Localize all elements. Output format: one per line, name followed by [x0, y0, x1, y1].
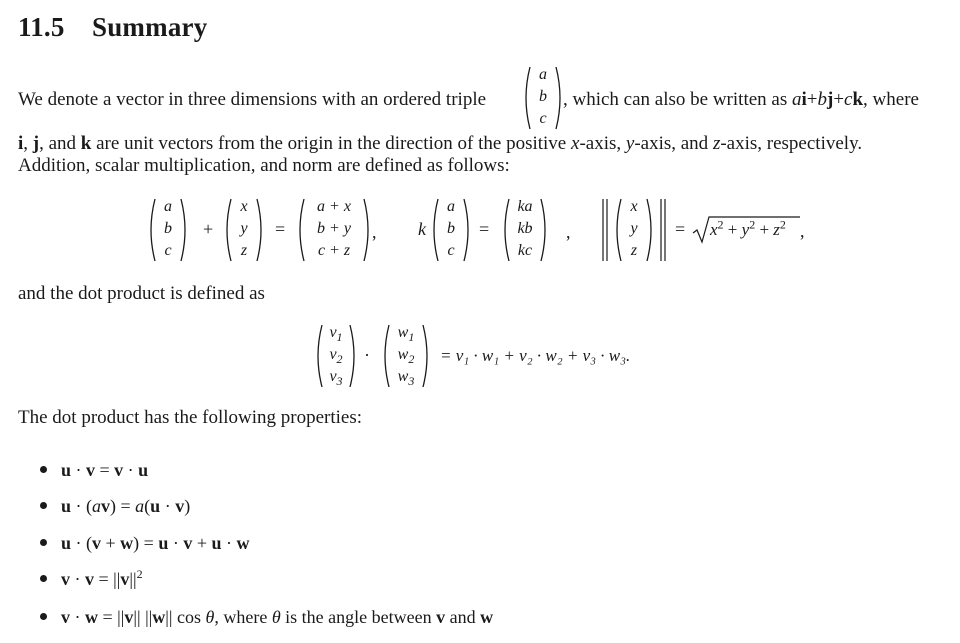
norm-vector — [612, 196, 656, 264]
scalar-vector — [429, 196, 473, 264]
property-distributive: u · (v + w) = u · v + u · w — [40, 528, 250, 558]
ijk-expression: ai+bj+ck — [791, 89, 864, 110]
dot-v-vector — [313, 322, 359, 390]
scalar-vec-3: c — [447, 242, 455, 259]
bullet-icon — [40, 539, 47, 546]
addition-left-vector — [146, 196, 190, 264]
addition-right-vector — [222, 196, 266, 264]
dot-rhs: = v₁ · w₁ + v₂ · w₂ + v₃ · w₃. — [440, 346, 631, 365]
intro-line-1-start: We denote a vector in three dimensions with an ordered triple — [18, 89, 487, 110]
norm-vec-2: y — [630, 220, 638, 237]
scalar-result-1: ka — [517, 198, 533, 215]
dot-w-2: $w_2$ — [397, 346, 415, 367]
scalar-k: k — [418, 219, 426, 239]
addition-equals: = — [275, 219, 286, 239]
property-norm-square: $v \cdot v = ||v||^2$ — [40, 564, 143, 594]
scalar-comma: , — [566, 222, 571, 242]
scalar-result-vector — [500, 196, 550, 264]
scalar-vec-1: a — [447, 198, 455, 215]
scalar-result-3: kc — [517, 242, 533, 259]
dot-v-1: $v_1$ — [329, 324, 343, 345]
addition-comma: , — [372, 222, 377, 242]
addition-plus: + — [203, 219, 214, 239]
dot-w-1: $w_1$ — [397, 324, 415, 345]
dot-v-3: $v_3$ — [329, 368, 343, 389]
section-title: Summary — [92, 12, 208, 42]
property-commutative: u · v = v · u — [40, 455, 148, 485]
property-cosine: v · w = ||v|| ||w|| cos θ, where θ is the angle between v and w — [40, 602, 493, 632]
add-left-3: c — [164, 242, 172, 259]
add-right-2: y — [240, 220, 248, 237]
add-result-2: b + y — [317, 220, 351, 237]
triple-entry-2: b — [539, 88, 547, 105]
dot-w-vector — [380, 322, 432, 390]
norm-vec-3: z — [630, 242, 638, 259]
bullet-icon — [40, 466, 47, 473]
properties-intro: The dot product has the following properties: — [18, 407, 363, 428]
scalar-result-2: kb — [517, 220, 533, 237]
section-heading — [18, 12, 207, 43]
addition-result-vector — [295, 196, 373, 264]
dot-operator: · — [364, 345, 370, 365]
intro-line-1-end — [563, 89, 919, 111]
where-text: , where — [863, 89, 919, 110]
scalar-vec-2: b — [447, 220, 455, 237]
bullet-icon — [40, 575, 47, 582]
add-left-2: b — [164, 220, 172, 237]
bullet-icon — [40, 502, 47, 509]
add-right-3: z — [240, 242, 248, 259]
add-result-1: a + x — [317, 198, 351, 215]
dot-v-2: $v_2$ — [329, 346, 343, 367]
dot-intro: and the dot product is defined as — [18, 283, 265, 304]
intro-line-2: i, j, and k are unit vectors from the origin in the direction of the positive x-axis, y-axis, and z-axis, respectively. — [18, 133, 863, 154]
dot-w-3: $w_3$ — [397, 368, 415, 389]
norm-equals: = — [675, 219, 686, 239]
norm-comma: , — [800, 221, 805, 241]
written-as-text: , which can also be written as — [563, 89, 788, 110]
triple-entry-1: a — [539, 66, 547, 83]
triple-entry-3: c — [539, 110, 547, 127]
section-number: 11.5 — [18, 12, 65, 42]
ordered-triple-vector — [521, 64, 565, 132]
property-scalar: u · (av) = a(u · v) — [40, 491, 190, 521]
norm-vec-1: x — [630, 198, 638, 215]
norm-radicand: $x^2 + y^2 + z^2$ — [710, 217, 786, 239]
add-result-3: c + z — [317, 242, 351, 259]
scalar-equals: = — [479, 219, 490, 239]
add-right-1: x — [240, 198, 248, 215]
intro-line-3: Addition, scalar multiplication, and norm are defined as follows: — [18, 155, 510, 176]
add-left-1: a — [164, 198, 172, 215]
bullet-icon — [40, 613, 47, 620]
